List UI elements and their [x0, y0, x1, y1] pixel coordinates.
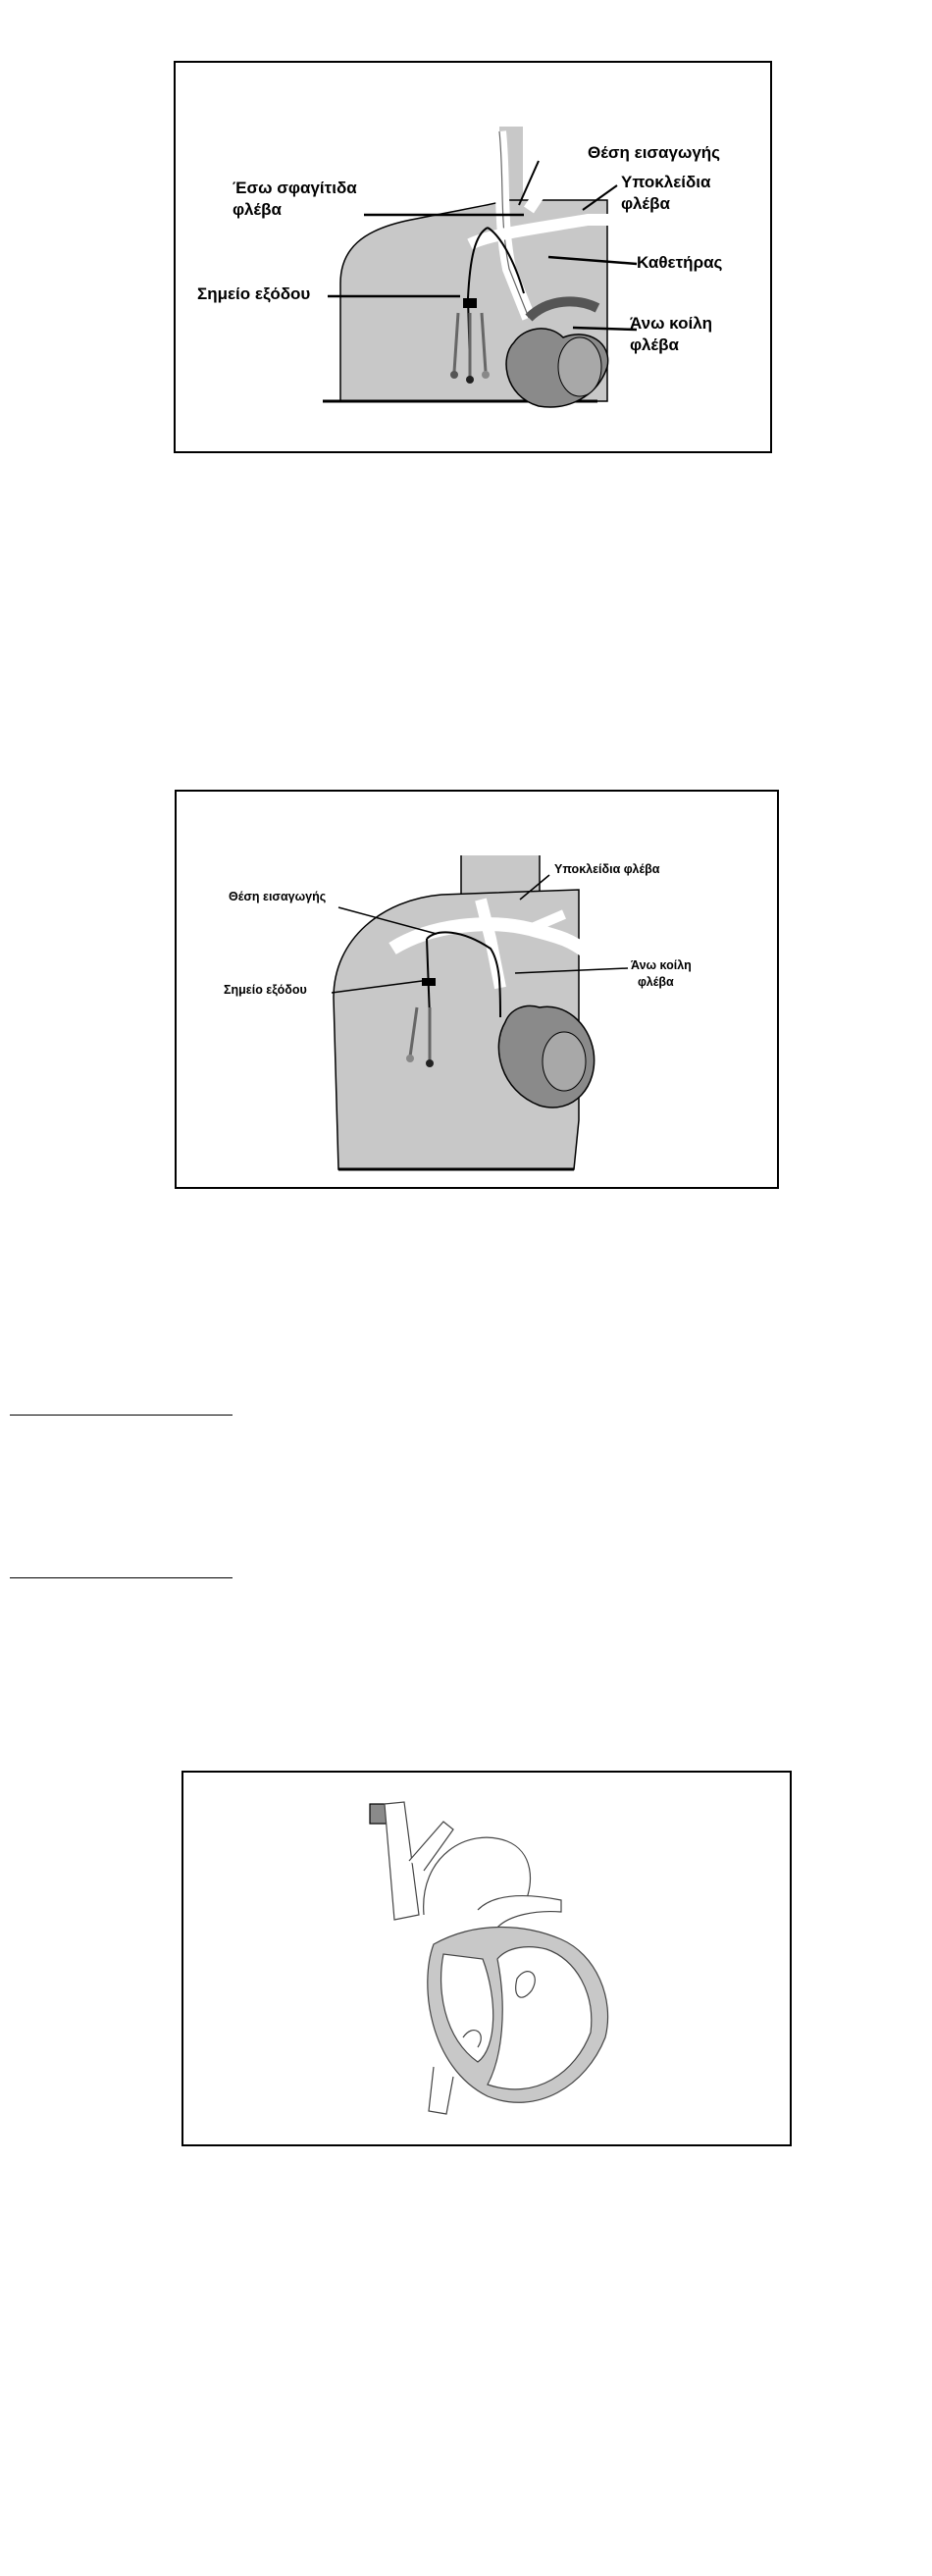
catheter-cuff [463, 298, 477, 308]
label-exit-site: Σημείο εξόδου [197, 284, 311, 303]
label-svc-line1: Άνω κοίλη [630, 314, 713, 333]
horizontal-rule-2 [10, 1577, 233, 1578]
label-subclavian-line2: φλέβα [621, 194, 670, 213]
label-insertion-site: Θέση εισαγωγής [588, 143, 720, 162]
label-svc-line2: φλέβα [630, 335, 679, 354]
horizontal-rule-1 [10, 1415, 233, 1416]
label-exit-site: Σημείο εξόδου [224, 983, 307, 997]
label-subclavian: Υποκλείδια φλέβα [554, 862, 660, 876]
label-internal-jugular-line1: Έσω σφαγίτιδα [233, 179, 357, 197]
label-svc-line1: Άνω κοίλη [631, 958, 692, 972]
figure-3-heart-illustration [183, 1773, 790, 2144]
label-subclavian-line1: Υποκλείδια [621, 173, 711, 191]
label-catheter: Καθετήρας [637, 253, 723, 272]
figure-1-frame [174, 61, 772, 453]
figure-3-frame [181, 1771, 792, 2146]
label-internal-jugular-line2: φλέβα [233, 200, 282, 219]
label-insertion-site: Θέση εισαγωγής [229, 890, 327, 903]
figure-2-frame [175, 790, 779, 1189]
label-svc-line2: φλέβα [638, 975, 674, 989]
